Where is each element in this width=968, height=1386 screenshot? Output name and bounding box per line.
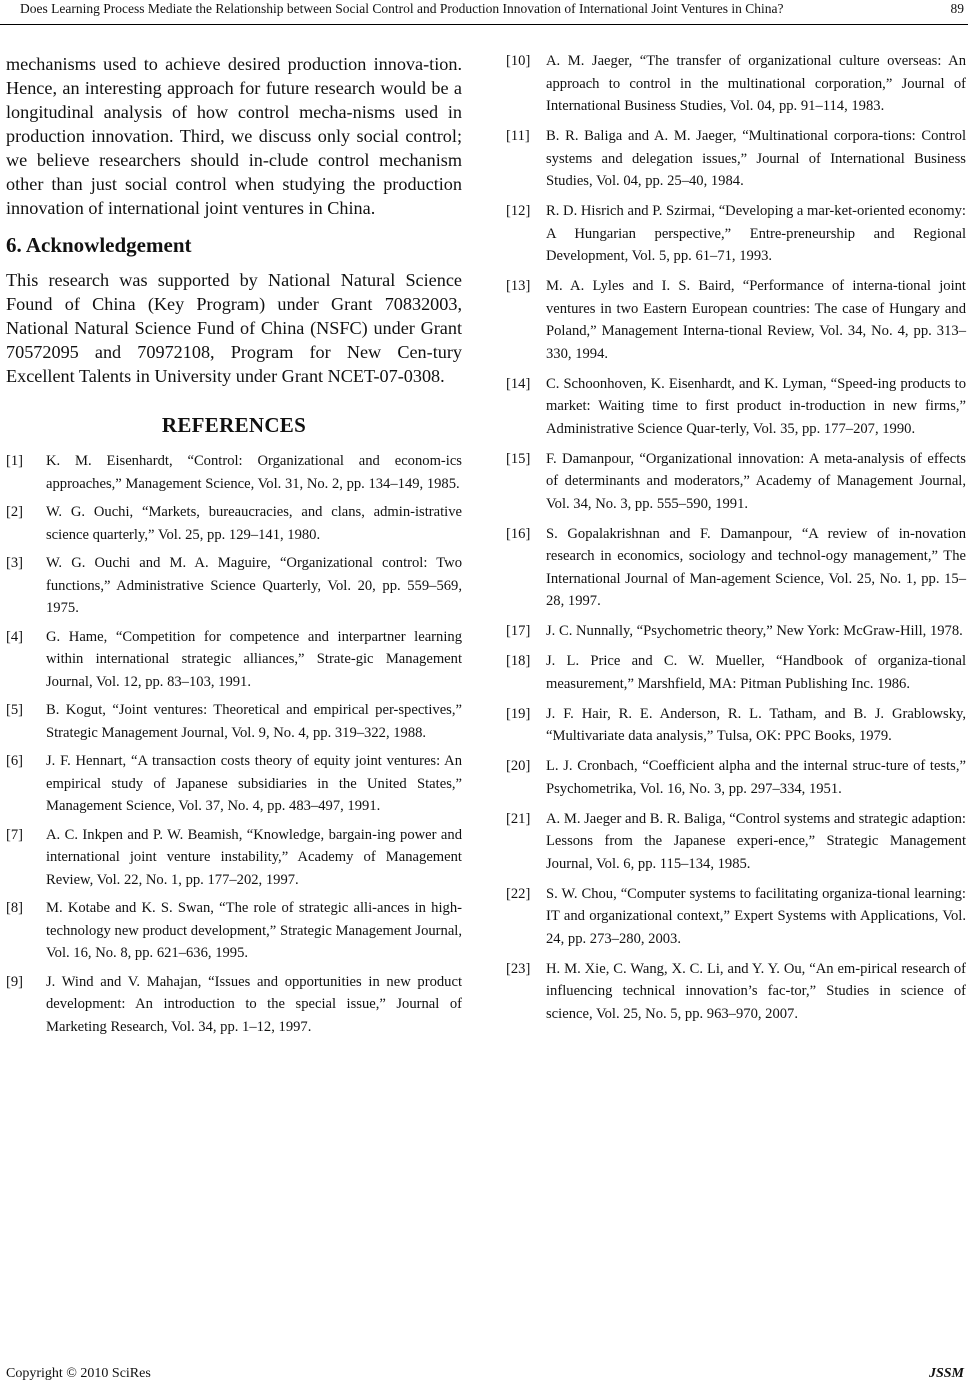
references-list-right [506,50,966,1025]
reference-number: [13] [506,278,531,294]
references-list-left [6,450,462,1038]
running-header [0,0,968,25]
reference-number: [12] [506,203,531,219]
reference-item [6,699,462,744]
reference-item [506,650,966,695]
reference-item [6,626,462,694]
reference-item [506,703,966,748]
reference-text: B. R. Baliga and A. M. Jaeger, “Multinational corpora-tions: Control systems and delegation issues,” Journal of International Business Studies, Vol. 04, pp. 25–40, 1984. [546,128,966,189]
reference-text: M. A. Lyles and I. S. Baird, “Performance of interna-tional joint ventures in two Eastern European countries: The case of Hungary and Poland,” Management Interna-tional Review, Vol. 34, No. 4, pp. 313–330, 1994. [546,278,966,362]
right-column [506,50,966,1033]
reference-number: [17] [506,623,531,639]
reference-number: [2] [6,504,24,520]
reference-number: [20] [506,758,531,774]
reference-number: [4] [6,628,24,645]
footer-copyright: Copyright © 2010 SciRes [6,1366,151,1381]
references-heading: REFERENCES [161,413,307,437]
reference-text: J. Wind and V. Mahajan, “Issues and opportunities in new product development: An introduction to the special issue,” Journal of Marketing Research, Vol. 34, pp. 1–12, 1997. [46,973,462,1035]
reference-number: [18] [506,653,531,669]
reference-number: [23] [506,960,531,977]
reference-number: [6] [6,753,24,769]
reference-item [506,373,966,441]
reference-text: S. Gopalakrishnan and F. Damanpour, “A review of in-novation research in economics, sociology and technol-ogy management,” The International Journal of Man-agement Science, Vol. 25, No. 1, pp. 15–28, 1997. [546,525,966,609]
reference-number: [22] [506,885,531,902]
reference-number: [19] [506,705,531,722]
reference-number: [8] [6,900,24,916]
reference-text: C. Schoonhoven, K. Eisenhardt, and K. Lyman, “Speed-ing products to market: Waiting time to first product in-troduction in new firms,” Administrative Science Quar-terly, Vol. 35, pp. 177–207, 1990. [546,375,966,437]
reference-number: [21] [506,810,531,827]
reference-text: L. J. Cronbach, “Coefficient alpha and the internal struc-ture of tests,” Psychometrika, Vol. 16, No. 3, pp. 297–334, 1951. [546,758,966,797]
acknowledgement-text: This research was supported by National Natural Science Found of China (Key Program) under Grant 70832003, National Natural Science Fund of China (NSFC) under Grant 70572095 and 70972108, Program for New Cen-tury Excellent Talents in University under Grant NCET-07-0308. [6,270,462,386]
acknowledgement-heading: 6. Acknowledgement [6,233,192,257]
reference-item [506,620,966,643]
reference-item [506,883,966,951]
reference-text: W. G. Ouchi, “Markets, bureaucracies, and clans, admin-istrative science quarterly,” Vol. 25, pp. 129–141, 1980. [46,504,462,543]
reference-item [506,808,966,876]
reference-number: [14] [506,375,531,392]
reference-item [6,750,462,818]
reference-item [506,958,966,1026]
reference-text: G. Hame, “Competition for competence and interpartner learning within international strategic alliances,” Strate-gic Management Journal, Vol. 12, pp. 83–103, 1991. [46,628,462,690]
reference-text: W. G. Ouchi and M. A. Maguire, “Organizational control: Two functions,” Administrative Science Quarterly, Vol. 20, pp. 559–569, 1975. [46,555,462,616]
reference-item [6,824,462,892]
footer-journal: JSSM [928,1366,964,1381]
reference-text: J. F. Hair, R. E. Anderson, R. L. Tatham, and B. J. Grablowsky, “Multivariate data analysis,” Tulsa, OK: PPC Books, 1979. [546,705,966,744]
reference-item [506,50,966,118]
reference-text: M. Kotabe and K. S. Swan, “The role of strategic alli-ances in high-technology new product development,” Strategic Management Journal, Vol. 16, No. 8, pp. 621–636, 1995. [46,900,462,961]
reference-item [506,200,966,268]
reference-item [506,523,966,613]
reference-text: J. L. Price and C. W. Mueller, “Handbook of organiza-tional measurement,” Marshfield, MA: Pitman Publishing Inc. 1986. [546,653,966,692]
page-number: 89 [950,1,964,16]
reference-item [506,125,966,193]
reference-text: A. C. Inkpen and P. W. Beamish, “Knowledge, bargain-ing power and international joint venture instability,” Academy of Management Review, Vol. 22, No. 1, pp. 177–202, 1997. [46,826,462,888]
left-column [6,52,462,1044]
reference-text: J. C. Nunnally, “Psychometric theory,” New York: McGraw-Hill, 1978. [546,623,963,639]
reference-text: K. M. Eisenhardt, “Control: Organizational and econom-ics approaches,” Management Science, Vol. 31, No. 2, pp. 134–149, 1985. [46,453,462,492]
reference-text: H. M. Xie, C. Wang, X. C. Li, and Y. Y. Ou, “An em-pirical research of influencing technical innovation’s fac-tor,” Studies in science of science, Vol. 25, No. 5, pp. 963–970, 2007. [546,960,966,1022]
reference-item [6,552,462,620]
reference-item [6,897,462,965]
reference-item [506,755,966,800]
running-header-title: Does Learning Process Mediate the Relationship between Social Control and Production Innovation of International Joint Ventures in China? [20,1,784,16]
reference-text: A. M. Jaeger, “The transfer of organizational culture overseas: An approach to control in the multinational corporation,” Journal of International Business Studies, Vol. 04, pp. 91–114, 1983. [546,53,966,114]
reference-number: [7] [6,826,24,843]
reference-number: [5] [6,702,24,718]
reference-number: [11] [506,128,530,144]
reference-text: S. W. Chou, “Computer systems to facilitating organiza-tional learning: IT and organizational context,” Expert Systems with Applications, Vol. 24, pp. 273–280, 2003. [546,885,966,947]
reference-text: F. Damanpour, “Organizational innovation: A meta-analysis of effects of determinants and moderators,” Academy of Management Journal, Vol. 34, No. 3, pp. 555–590, 1991. [546,450,966,512]
reference-number: [3] [6,555,24,571]
reference-text: A. M. Jaeger and B. R. Baliga, “Control systems and strategic adaption: Lessons from the Japanese experi-ence,” Strategic Management Journal, Vol. 6, pp. 115–134, 1985. [546,810,966,872]
reference-item [6,501,462,546]
reference-text: R. D. Hisrich and P. Szirmai, “Developing a mar-ket-oriented economy: A Hungarian perspective,” Entre-preneurship and Regional Development, Vol. 5, pp. 61–71, 1993. [546,203,966,264]
intro-paragraph: mechanisms used to achieve desired production innova-tion. Hence, an interesting approach for future research would be a longitudinal analysis of how control mecha-nisms used in production innovation. Third, we discuss only social control; we believe researchers should in-clude control mechanism other than just social control when studying the production innovation of international joint ventures in China. [6,54,462,218]
reference-number: [1] [6,453,24,469]
reference-item [506,275,966,365]
reference-number: [10] [506,53,531,69]
reference-item [6,971,462,1039]
reference-text: B. Kogut, “Joint ventures: Theoretical and empirical per-spectives,” Strategic Management Journal, Vol. 9, No. 4, pp. 319–322, 1988. [46,702,462,741]
reference-text: J. F. Hennart, “A transaction costs theory of equity joint ventures: An empirical study of Japanese subsidiaries in the United States,” Management Science, Vol. 37, No. 4, pp. 483–497, 1991. [46,753,462,814]
reference-item [6,450,462,495]
reference-number: [16] [506,525,531,542]
reference-number: [9] [6,973,24,990]
reference-number: [15] [506,450,531,467]
reference-item [506,448,966,516]
